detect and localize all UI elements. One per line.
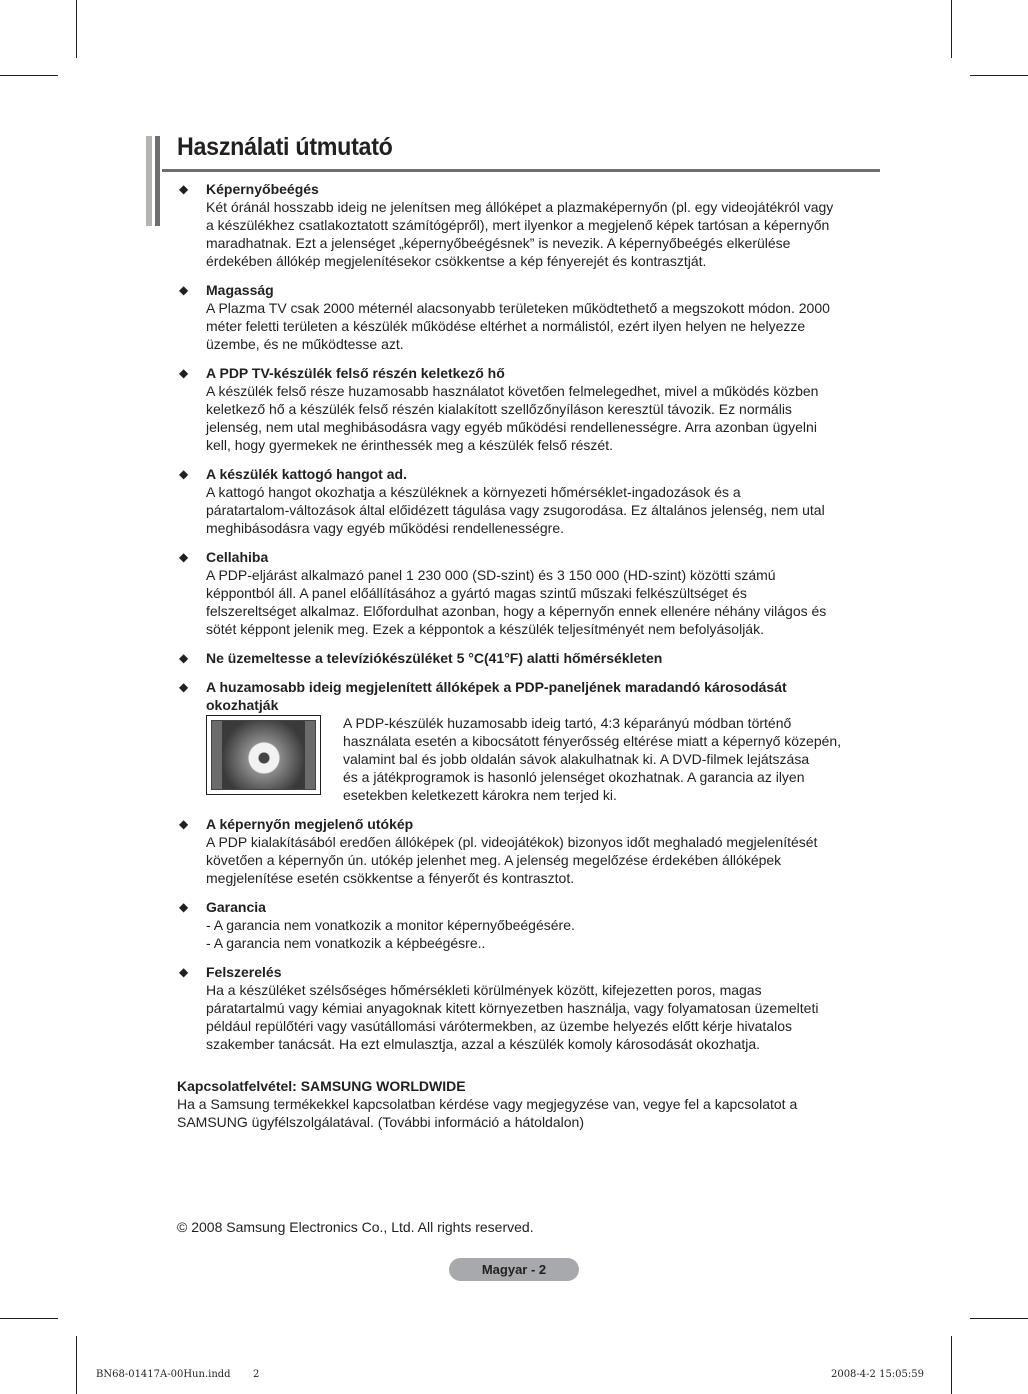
section-line: Ha a készüléket szélsőséges hőmérsékleti körülmények között, kifejezetten poros, magas [206, 982, 762, 998]
section-line: felszereltséget alkalmaz. Előfordulhat azonban, hogy a képernyőn ennek ellenére néhány világos és [206, 603, 827, 619]
section-line: üzembe, és ne működtesse azt. [206, 336, 404, 352]
section-line: követően a képernyőn ún. utókép jelenhet meg. A jelenség megelőzése érdekében állóképek [206, 852, 782, 868]
page-number-badge: Magyar - 2 [449, 1258, 579, 1281]
diamond-bullet-icon: ◆ [179, 900, 189, 914]
section-line: A Plazma TV csak 2000 méternél alacsonyabb területeken működtethető a megszokott módon. 2000 [206, 300, 830, 316]
section-heading: Magasság [206, 282, 274, 298]
diamond-bullet-icon: ◆ [179, 817, 189, 831]
section-heading: Képernyőbeégés [206, 181, 319, 197]
section-line: keletkező hő a készülék felső részén kialakított szellőzőnyíláson keresztül távozik. Ez normális [206, 401, 792, 417]
section-item [177, 281, 880, 353]
slug-filename: BN68-01417A-00Hun.indd [96, 1369, 231, 1380]
tv-screen-illustration [206, 715, 321, 795]
diamond-bullet-icon: ◆ [179, 965, 189, 979]
crop-mark [0, 75, 58, 76]
section-line: meghibásodásra vagy egyéb működési rendellenességre. [206, 520, 564, 536]
side-bar-right [305, 721, 315, 789]
crop-mark [76, 0, 77, 58]
section-line: páratartalom-változások által előidézett tágulása vagy zsugorodása. Ez általános jelenség, nem utal [206, 502, 825, 518]
section-line: páratartalmú vagy kémiai anyagoknak kitett környezetben használja, vagy folyamatosan üzemelteti [206, 1000, 819, 1016]
section-line: sötét képpont jelenik meg. Ezek a képpontok a készülék teljesítményét nem befolyásolják. [206, 621, 764, 637]
section-item [177, 465, 880, 537]
section-line: A PDP kialakításából eredően állóképek (pl. videojátékok) bizonyos időt meghaladó megjelenítését [206, 834, 818, 850]
section-item [177, 898, 880, 952]
slug-datetime: 2008-4-2 15:05:59 [830, 1369, 924, 1380]
section-line: például repülőtéri vagy vasútállomási várótermekben, az üzembe helyezés előtt kérje hivatalos [206, 1018, 792, 1034]
section-item [177, 180, 880, 270]
section-heading: A PDP TV-készülék felső részén keletkező hő [206, 365, 505, 381]
section-line: valamint bal és jobb oldalán sávok alakulhatnak ki. A DVD-filmek lejátszása [343, 751, 810, 767]
diamond-bullet-icon: ◆ [179, 182, 189, 196]
section-item [177, 364, 880, 454]
figure-text [343, 714, 880, 804]
flower-image [247, 741, 281, 775]
crop-mark [970, 75, 1028, 76]
section-item [177, 815, 880, 887]
section-body [206, 382, 880, 454]
contact-heading: Kapcsolatfelvétel: SAMSUNG WORLDWIDE [177, 1078, 466, 1094]
section-line: A PDP-eljárást alkalmazó panel 1 230 000 (SD-szint) és 3 150 000 (HD-szint) közötti számú [206, 567, 776, 583]
section-item-figure [177, 678, 880, 804]
section-heading: Felszerelés [206, 964, 282, 980]
side-bar-left [212, 721, 222, 789]
crop-mark [951, 0, 952, 58]
section-heading: Ne üzemeltesse a televíziókészüléket 5 °C(41°F) alatti hőmérsékleten [206, 650, 663, 666]
contact-line: Ha a Samsung termékekkel kapcsolatban kérdése vagy megjegyzése van, vegye fel a kapcsolatot a [177, 1096, 798, 1112]
section-heading: okozhatják [206, 697, 279, 713]
title-rule [162, 169, 880, 172]
section-line: A PDP-készülék huzamosabb ideig tartó, 4:3 képarányú módban történő [343, 715, 792, 731]
copyright-text: © 2008 Samsung Electronics Co., Ltd. All rights reserved. [177, 1219, 534, 1235]
section-body [206, 566, 880, 638]
section-body [206, 981, 880, 1053]
crop-mark [0, 1318, 58, 1319]
section-line: - A garancia nem vonatkozik a monitor képernyőbeégésére. [206, 917, 575, 933]
section-body [206, 483, 880, 537]
contact-line: SAMSUNG ügyfélszolgálatával. (További információ a hátoldalon) [177, 1114, 584, 1130]
section-line: maradhatnak. Ezt a jelenséget „képernyőbeégésnek” is nevezik. A képernyőbeégés elkerülése [206, 235, 791, 251]
section-line: és a játékprogramok is hasonló jelenséget okozhatnak. A garancia az ilyen [343, 769, 805, 785]
slug-page: 2 [253, 1369, 260, 1380]
crop-mark [970, 1318, 1028, 1319]
title-side-bars [146, 136, 162, 226]
section-line: használata esetén a kibocsátott fényerősség eltérése miatt a képernyő közepén, [343, 733, 842, 749]
section-body [206, 833, 880, 887]
section-item [177, 649, 880, 667]
section-heading: Cellahiba [206, 549, 269, 565]
contact-block [177, 1077, 877, 1131]
section-line: A kattogó hangot okozhatja a készüléknek a környezeti hőmérséklet-ingadozások és a [206, 484, 741, 500]
section-body [206, 198, 880, 270]
section-line: esetekben keletkezett károkra nem terjed ki. [343, 787, 617, 803]
tv-screen [211, 720, 316, 790]
section-line: méter feletti területen a készülék működése eltérhet a normálistól, ezért ilyen helyen ne helyezze [206, 318, 806, 334]
diamond-bullet-icon: ◆ [179, 651, 189, 665]
section-line: - A garancia nem vonatkozik a képbeégésre.. [206, 935, 486, 951]
section-line: szakember tanácsát. Ha ezt elmulasztja, azzal a készülék komoly károsodását okozhatja. [206, 1036, 761, 1052]
section-line: Két óránál hosszabb ideig ne jelenítsen meg állóképet a plazmaképernyőn (pl. egy videojátékról vagy [206, 199, 834, 215]
sections-list [177, 180, 880, 1064]
section-body [206, 916, 880, 952]
section-item [177, 548, 880, 638]
diamond-bullet-icon: ◆ [179, 550, 189, 564]
diamond-bullet-icon: ◆ [179, 283, 189, 297]
diamond-bullet-icon: ◆ [179, 467, 189, 481]
side-bar-light [146, 136, 152, 226]
diamond-bullet-icon: ◆ [179, 366, 189, 380]
section-heading: A készülék kattogó hangot ad. [206, 466, 407, 482]
crop-mark [76, 1336, 77, 1394]
section-heading: A huzamosabb ideig megjelenített állóképek a PDP-paneljének maradandó károsodását [206, 679, 787, 695]
section-heading: A képernyőn megjelenő utókép [206, 816, 414, 832]
section-line: képpontból áll. A panel előállításához a gyártó magas szintű műszaki felkészültséget és [206, 585, 747, 601]
section-line: megjelenítése esetén csökkentse a fényerőt és kontrasztot. [206, 870, 575, 886]
side-bar-dark [155, 136, 160, 226]
section-line: A készülék felső része huzamosabb használatot követően felmelegedhet, mivel a működés közben [206, 383, 819, 399]
diamond-bullet-icon: ◆ [179, 680, 189, 694]
section-heading: Garancia [206, 899, 266, 915]
crop-mark [951, 1336, 952, 1394]
section-line: a készülékhez csatlakoztatott számítógépről), mert ilyenkor a megjelenő képek tartósan a képernyőn [206, 217, 830, 233]
section-body [206, 299, 880, 353]
section-line: érdekében állókép megjelenítésekor csökkentse a kép fényerejét és kontrasztját. [206, 253, 707, 269]
section-line: jelenség, nem utal meghibásodásra vagy egyéb működési rendellenességre. Arra azonban ügyelni [206, 419, 817, 435]
section-line: kell, hogy gyermekek ne érinthessék meg a készülék felső részét. [206, 437, 613, 453]
figure-block [206, 714, 880, 804]
page-title: Használati útmutató [177, 133, 393, 161]
section-item [177, 963, 880, 1053]
